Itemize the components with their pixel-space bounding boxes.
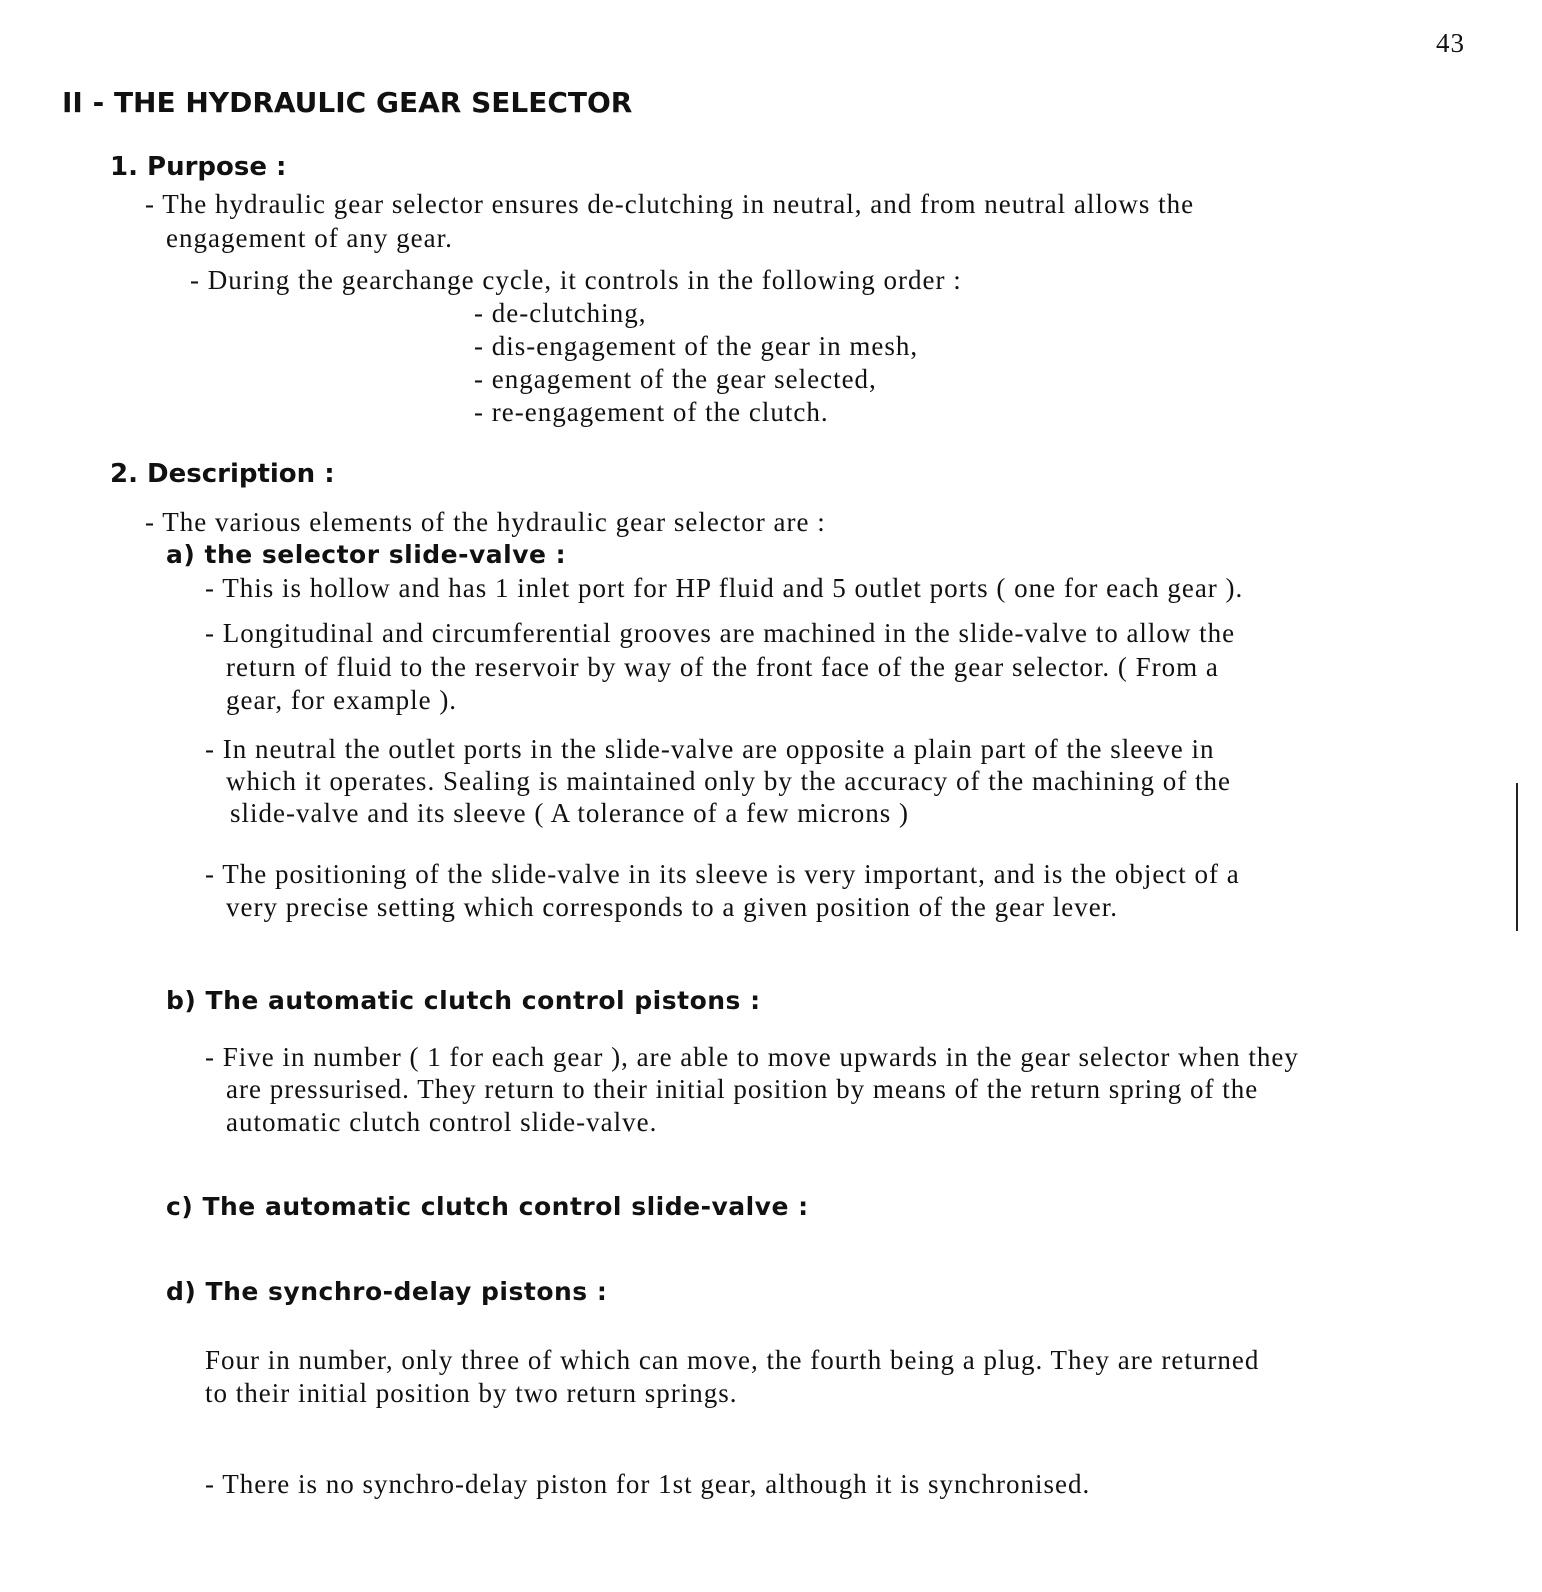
scan-edge-mark (1516, 783, 1518, 931)
synchro-delay-line: Four in number, only three of which can move, the fourth being a plug. They are returned (205, 1345, 1260, 1375)
slide-valve-bullet-line: gear, for example ). (226, 685, 458, 715)
slide-valve-bullet-line: slide-valve and its sleeve ( A tolerance of a few microns ) (230, 798, 910, 828)
slide-valve-bullet-line: very precise setting which corresponds to a given position of the gear lever. (226, 892, 1119, 922)
clutch-pistons-line: automatic clutch control slide-valve. (226, 1107, 658, 1137)
subsection-b-heading: b) The automatic clutch control pistons : (166, 986, 761, 1015)
subsection-d-heading: d) The synchro-delay pistons : (166, 1277, 608, 1306)
slide-valve-bullet-line: - Longitudinal and circumferential grooves are machined in the slide-valve to allow the (205, 618, 1236, 648)
slide-valve-bullet-line: return of fluid to the reservoir by way of the front face of the gear selector. ( From a (226, 652, 1219, 682)
gearchange-cycle-intro: - During the gearchange cycle, it controls in the following order : (190, 265, 962, 295)
slide-valve-bullet-line: which it operates. Sealing is maintained only by the accuracy of the machining of the (226, 766, 1231, 796)
order-list-item: - dis-engagement of the gear in mesh, (474, 331, 919, 361)
section-title: II - THE HYDRAULIC GEAR SELECTOR (62, 86, 633, 119)
slide-valve-bullet-line: - The positioning of the slide-valve in its sleeve is very important, and is the object of a (205, 859, 1240, 889)
subsection-c-heading: c) The automatic clutch control slide-valve : (166, 1192, 809, 1221)
synchro-delay-note: - There is no synchro-delay piston for 1st gear, although it is synchronised. (205, 1469, 1091, 1499)
order-list-item: - re-engagement of the clutch. (474, 397, 829, 427)
slide-valve-bullet: - This is hollow and has 1 inlet port for HP fluid and 5 outlet ports ( one for each gear ). (205, 573, 1244, 603)
synchro-delay-line: to their initial position by two return springs. (205, 1378, 738, 1408)
purpose-heading: 1. Purpose : (110, 152, 287, 182)
clutch-pistons-line: are pressurised. They return to their initial position by means of the return spring of the (226, 1074, 1259, 1104)
description-heading: 2. Description : (110, 459, 335, 489)
purpose-paragraph-line: - The hydraulic gear selector ensures de-clutching in neutral, and from neutral allows the (145, 189, 1195, 219)
order-list-item: - engagement of the gear selected, (474, 364, 877, 394)
purpose-paragraph-line: engagement of any gear. (166, 223, 453, 253)
subsection-a-heading: a) the selector slide-valve : (166, 540, 567, 569)
description-intro: - The various elements of the hydraulic gear selector are : (145, 507, 826, 537)
slide-valve-bullet-line: - In neutral the outlet ports in the slide-valve are opposite a plain part of the sleeve in (205, 734, 1215, 764)
page-number: 43 (1436, 28, 1465, 58)
clutch-pistons-line: - Five in number ( 1 for each gear ), are able to move upwards in the gear selector when they (205, 1042, 1299, 1072)
order-list-item: - de-clutching, (474, 298, 647, 328)
